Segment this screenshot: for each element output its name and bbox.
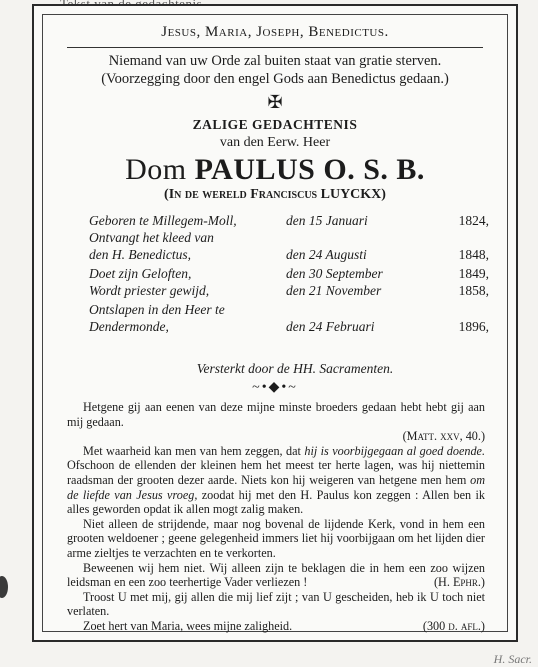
- memorial-heading: ZALIGE GEDACHTENIS: [192, 117, 358, 132]
- citation-ephr: (H. Ephr.): [433, 575, 485, 590]
- bio-year: 1849,: [458, 266, 489, 281]
- bio-event: den H. Benedictus,: [89, 247, 191, 262]
- bio-event: Wordt priester gewijd,: [89, 283, 210, 298]
- bio-row: [89, 302, 489, 319]
- cross-icon: ✠: [267, 92, 283, 112]
- motto-line-1: Niemand van uw Orde zal buiten staat van gratie sterven.: [108, 53, 442, 69]
- deceased-name: [43, 153, 507, 187]
- paragraph-2-italic-2: om de liefde van Jesus vroeg,: [67, 472, 486, 502]
- paragraph-2-a: Met waarheid kan men van hem zeggen, dat: [83, 443, 301, 458]
- name-main: PAULUS O. S. B.: [194, 153, 425, 186]
- bio-row: [89, 230, 489, 247]
- bio-date: den 24 Augusti: [286, 247, 367, 262]
- bio-event: Ontslapen in den Heer te: [89, 302, 225, 317]
- bio-row: [89, 247, 489, 264]
- paragraph-2-b: Ofschoon de ellenden der kleinen hem het meest ter herte lagen, was hij niettemin raadsman der grooten dezer aarde. Niets kon hij weigeren van hetgene men hem: [67, 458, 485, 487]
- bio-event: Doet zijn Geloften,: [89, 266, 192, 281]
- bio-event: Geboren te Millegem-Moll,: [89, 213, 237, 228]
- bio-event: Ontvangt het kleed van: [89, 230, 214, 245]
- card-inner-border: [42, 14, 508, 632]
- bio-year: 1896,: [458, 319, 489, 334]
- holy-names-line: Jesus, Maria, Joseph, Benedictus.: [161, 24, 389, 40]
- memorial-subheading: van den Eerw. Heer: [219, 135, 331, 150]
- memorial-text: [67, 400, 485, 634]
- paragraph-3: Niet alleen de strijdende, maar nog bovenal de lijdende Kerk, vond in hem een grooten weldoener ; geene gelegenheid immers liet hij voorbijgaan om het lijden dier arme zieltjes te verzachten en te verkorten.: [67, 516, 485, 560]
- motto: [43, 52, 507, 88]
- closing-prayer: Zoet hert van Maria, wees mijne zaligheid.: [83, 618, 293, 633]
- bio-event: Dendermonde,: [89, 319, 169, 334]
- bio-date: den 30 September: [286, 266, 383, 281]
- world-name: (In de wereld Franciscus LUYCKX): [164, 187, 386, 202]
- name-prefix: Dom: [125, 153, 187, 186]
- bio-year: 1824,: [458, 213, 489, 228]
- bio-date: den 15 Januari: [286, 213, 368, 228]
- bio-year: 1848,: [458, 247, 489, 262]
- paragraph-2-c: zoodat hij met den H. Paulus kon zeggen : Allen ben ik alles geworden opdat ik allen mogt zalig maken.: [67, 487, 486, 517]
- memorial-card: [32, 4, 518, 642]
- bio-row: [89, 213, 489, 230]
- paragraph-1: [67, 400, 485, 444]
- bio-year: 1858,: [458, 283, 489, 298]
- paragraph-2-italic-1: hij is voorbijgegaan al goed doende.: [304, 443, 486, 458]
- ornament-divider: ~•◆•~: [252, 380, 298, 395]
- sacraments-line: Versterkt door de HH. Sacramenten.: [196, 361, 394, 376]
- bio-row: [89, 319, 489, 336]
- paragraph-6: [67, 619, 485, 634]
- bio-row: [89, 266, 489, 283]
- bio-date: den 24 Februari: [286, 319, 375, 334]
- scan-punch-hole: [0, 576, 8, 598]
- bio-row: [89, 283, 489, 300]
- citation-matt: (Matt. xxv, 40.): [402, 429, 485, 444]
- indulgence-note: (300 d. afl.): [422, 618, 485, 633]
- paragraph-2: [67, 444, 485, 517]
- biography-dates: [43, 213, 507, 363]
- bio-date: den 21 November: [286, 283, 382, 298]
- paragraph-4-text: Beweenen wij hem niet. Wij alleen zijn te beklagen die in hem een zoo wijzen leidsman en een zoo teerhertige Vader verliezen !: [67, 560, 485, 590]
- paragraph-1-text: Hetgene gij aan eenen van deze mijne minste broeders gedaan hebt hebt gij aan mij gedaan.: [67, 400, 485, 429]
- cropped-footer-text: H. Sacr.: [493, 652, 532, 666]
- paragraph-4: [67, 561, 485, 590]
- top-divider: [67, 47, 483, 48]
- motto-line-2: (Voorzegging door den engel Gods aan Benedictus gedaan.): [101, 71, 449, 87]
- paragraph-5: Troost U met mij, gij allen die mij lief zijt ; van U gescheiden, heb ik U toch niet verlaten.: [67, 589, 485, 619]
